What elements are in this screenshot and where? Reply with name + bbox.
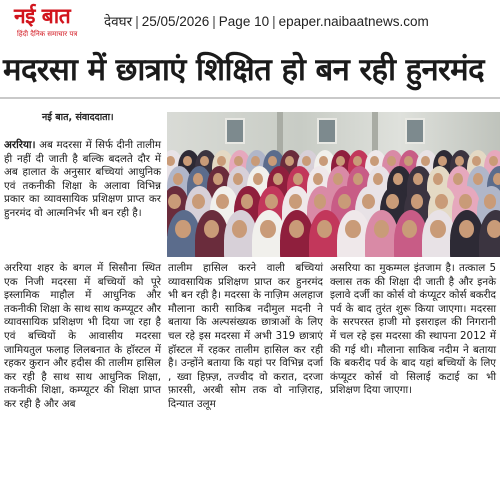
site-link[interactable]: epaper.naibaatnews.com (278, 14, 429, 29)
student-face (387, 156, 396, 166)
student-face (386, 194, 399, 209)
student-face (393, 173, 403, 185)
article-column-3: असरिया का मुकम्मल इंतजाम है। तत्काल 5 क्लास तक की शिक्षा दी जाती है और इनके इलावे दर्जी का कोर्स वो कंप्यूटर कोर्स बकरीद पर्व के बाद तुरंत शुरू किया जाएगा। मदरसा के सरपरस्त हाजी मो इसराइल की निगरानी में चल रहे इस मदरसा की स्थापना 2012 में की गई थी। मौलाना साकिब नदीम ने बताया कि बकरीद पर्व के बाद यहां बच्चियों के लिए कंप्यूटर कोर्स वो सिलाई कटाई का भी प्रशिक्षण दिया जाएगा। (330, 262, 496, 397)
student-face (175, 220, 190, 238)
student-face (167, 156, 175, 166)
student-face (241, 194, 254, 209)
edition-date: 25/05/2026 (141, 14, 210, 29)
article-photo (167, 112, 500, 257)
article-headline: मदरसा में छात्राएं शिक्षित हो बन रही हुनरमंद (3, 52, 484, 88)
student-face (313, 173, 323, 185)
student-face (173, 173, 183, 185)
student-face (168, 194, 181, 209)
student-face (473, 173, 483, 185)
student-face (435, 194, 448, 209)
student-face (336, 156, 345, 166)
masthead (0, 0, 500, 44)
student-face (487, 220, 500, 238)
student-face (433, 173, 443, 185)
edition-city: देवघर (104, 14, 133, 29)
page-number: Page 10 (218, 14, 270, 29)
photo-crowd-of-students (167, 142, 500, 257)
logo-tagline: हिंदी दैनिक समाचार पत्र (17, 30, 78, 38)
paragraph-1: अब मदरसा में सिर्फ दीनी तालीम ही नहीं दी जाती है बल्कि बदलते दौर में अब हालात के अनुसार बच्चियां आधुनिक एवं तकनीकी शिक्षा के अलावा विभिन्न प्रकार का व्यावसायिक प्रशिक्षण प्राप्त कर हुनरमंद वो आत्मनिर्भर भी बन रही है। (4, 139, 161, 219)
student-face (345, 220, 360, 238)
student-face (213, 173, 223, 185)
student-face (370, 156, 379, 166)
student-face (233, 173, 243, 185)
student-face (353, 156, 362, 166)
article-byline: नई बात, संवाददाता। (42, 112, 114, 123)
student-face (413, 173, 423, 185)
student-face (319, 156, 328, 166)
headline-divider (0, 97, 500, 99)
student-face (459, 220, 474, 238)
student-face (285, 156, 294, 166)
student-face (251, 156, 260, 166)
newspaper-logo[interactable]: नई बात (14, 4, 71, 28)
photo-window (405, 118, 425, 144)
student-face (453, 173, 463, 185)
student-face (192, 194, 205, 209)
dateline: अररिया। (4, 139, 36, 151)
student-face (421, 156, 430, 166)
student-face (402, 220, 417, 238)
student-face (217, 156, 226, 166)
student-face (333, 173, 343, 185)
photo-window (225, 118, 245, 144)
student-face (489, 156, 498, 166)
student-face (234, 156, 243, 166)
student-face (362, 194, 375, 209)
student-face (302, 156, 311, 166)
student-face (260, 220, 275, 238)
student-face (374, 220, 389, 238)
student-face (455, 156, 464, 166)
student-face (289, 220, 304, 238)
student-face (204, 220, 219, 238)
photo-window (317, 118, 337, 144)
student-face (338, 194, 351, 209)
student-face (183, 156, 192, 166)
separator: | (135, 14, 139, 29)
student-face (273, 173, 283, 185)
student-face (253, 173, 263, 185)
student-face (404, 156, 413, 166)
article-column-2: तालीम हासिल करने वाली बच्चियां व्यावसायिक प्रशिक्षण प्राप्त कर हुनरमंद भी बन रही है। मदरसा के नाज़िम अलहाज मौलाना कारी साकिब नदीमुल मदनी ने बताया कि अल्पसंख्यक छात्राओं के लिए चल रहे इस मदरसा में अभी 319 छात्राएं हॉस्टल में रहकर तालीम हासिल कर रही है। उन्होंने बताया कि यहां पर विभिन्न दर्जा , ख्वा हिफ़्ज़, तज्वीद वो करात, दरजा फ़ारसी, अरबी सोम तक वो नाज़िराह, दिन्यात उलूम (168, 262, 323, 410)
edition-info (104, 12, 429, 30)
student-face (289, 194, 302, 209)
student-face (317, 220, 332, 238)
student-face (268, 156, 277, 166)
student-face (438, 156, 447, 166)
student-face (430, 220, 445, 238)
student-face (459, 194, 472, 209)
student-face (265, 194, 278, 209)
student-face (353, 173, 363, 185)
separator: | (272, 14, 276, 29)
student-face (293, 173, 303, 185)
student-face (472, 156, 481, 166)
article-column-1-bottom: अररिया शहर के बगल में सिसौना स्थित एक निजी मदरसा में बच्चियों को पूरे इस्लामिक माहौल में आधुनिक और तकनीकी शिक्षा के साथ साथ कम्प्यूटर और व्यावसायिक प्रशिक्षण भी दिया जा रहा है एवं बच्चियों के आवासीय मदरसा जामियतुल फलाह लिलबनात के हॉस्टल में रहकर कुरान और हदीस की तालीम हासिल कर रही है साथ साथ आधुनिक शिक्षा, तकनीकी शिक्षा, कम्प्यूटर की शिक्षा प्राप्त कर रही है और अब (4, 262, 161, 410)
student-face (493, 173, 500, 185)
article-column-1-top (4, 139, 161, 221)
student-face (411, 194, 424, 209)
student-face (232, 220, 247, 238)
student-face (484, 194, 497, 209)
student-face (193, 173, 203, 185)
separator: | (212, 14, 216, 29)
student-face (373, 173, 383, 185)
student-face (216, 194, 229, 209)
student-face (314, 194, 327, 209)
student-face (200, 156, 209, 166)
